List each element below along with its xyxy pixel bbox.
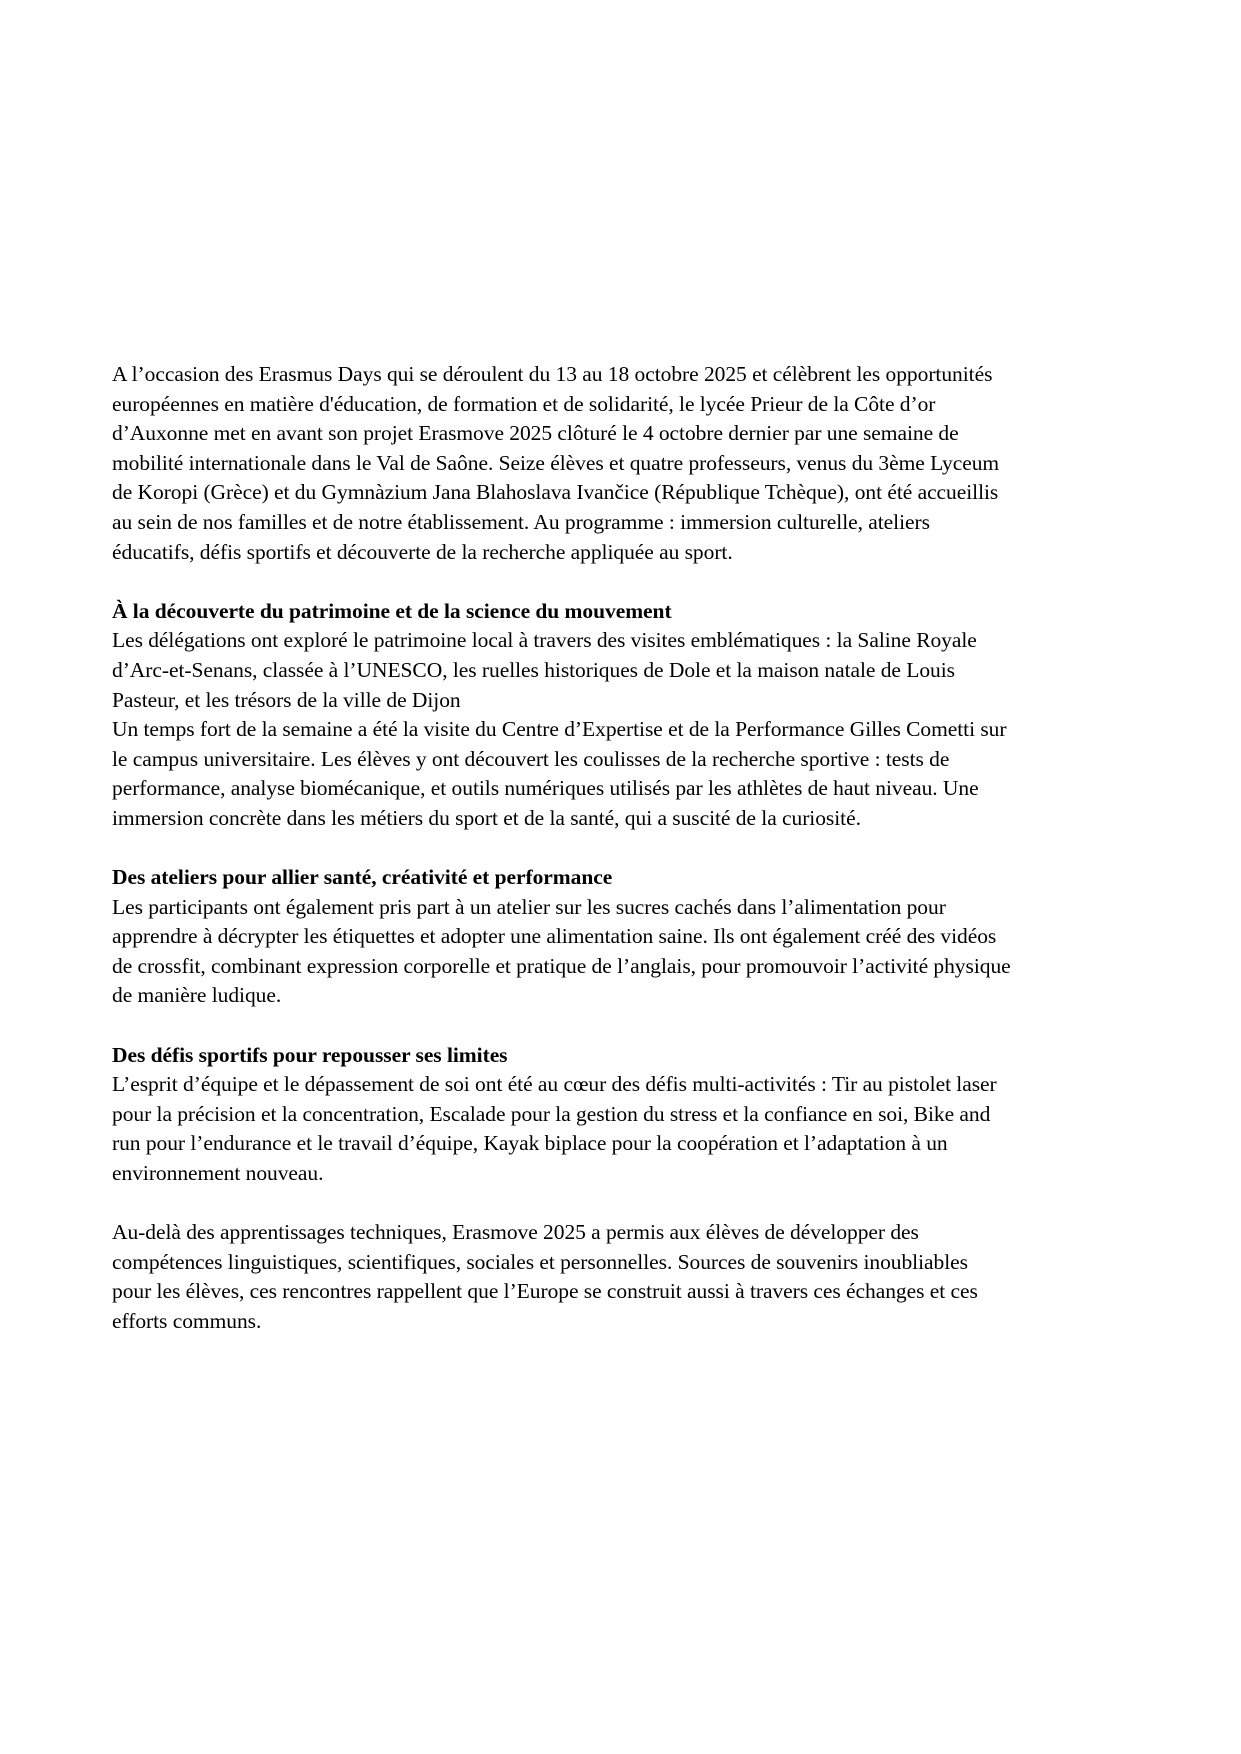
- paragraph-spacer: [112, 834, 1012, 864]
- paragraph-conclusion: Au-delà des apprentissages techniques, Erasmove 2025 a permis aux élèves de développer des compétences linguistiques, scientifiques, sociales et personnelles. Sources de souvenirs inoubliables pour les élèves, ces rencontres rappellent que l’Europe se construit aussi à travers ces échanges et ces efforts communs.: [112, 1220, 978, 1333]
- intro-paragraph: A l’occasion des Erasmus Days qui se déroulent du 13 au 18 octobre 2025 et célèbrent les opportunités européennes en matière d'éducation, de formation et de solidarité, le lycée Prieur de la Côte d’or d’Auxonne met en avant son projet Erasmove 2025 clôturé le 4 octobre dernier par une semaine de mobilité internationale dans le Val de Saône. Seize élèves et quatre professeurs, venus du 3ème Lyceum de Koropi (Grèce) et du Gymnàzium Jana Blahoslava Ivančice (République Tchèque), ont été accueillis au sein de nos familles et de notre établissement. Au programme : immersion culturelle, ateliers éducatifs, défis sportifs et découverte de la recherche appliquée au sport.: [112, 362, 1000, 564]
- paragraph-spacer: [112, 1011, 1012, 1041]
- paragraph-ateliers: Les participants ont également pris part à un atelier sur les sucres cachés dans l’alimentation pour apprendre à décrypter les étiquettes et adopter une alimentation saine. Ils ont également créé des vidéos de crossfit, combinant expression corporelle et pratique de l’anglais, pour promouvoir l’activité physique de manière ludique.: [112, 894, 1011, 1008]
- paragraph-spacer: [112, 567, 1012, 597]
- paragraph-cometti: Un temps fort de la semaine a été la visite du Centre d’Expertise et de la Performance Gilles Cometti sur le campus universitaire. Les élèves y ont découvert les coulisses de la recherche sportive : tests de performance, analyse biomécanique, et outils numériques utilisés par les athlètes de haut niveau. Une immersion concrète dans les métiers du sport et de la santé, qui a suscité de la curiosité.: [112, 717, 1007, 830]
- paragraph-defis: L’esprit d’équipe et le dépassement de soi ont été au cœur des défis multi-activités : Tir au pistolet laser pour la précision et la concentration, Escalade pour la gestion du stress et la confiance en soi, Bike and run pour l’endurance et le travail d’équipe, Kayak biplace pour la coopération et l’adaptation à un environnement nouveau.: [112, 1072, 997, 1186]
- document-body: [112, 360, 1012, 1337]
- heading-ateliers: Des ateliers pour allier santé, créativité et performance: [112, 865, 613, 890]
- paragraph-patrimoine: Les délégations ont exploré le patrimoine local à travers des visites emblématiques : la Saline Royale d’Arc-et-Senans, classée à l’UNESCO, les ruelles historiques de Dole et la maison natale de Louis Pasteur, et les trésors de la ville de Dijon: [112, 628, 977, 712]
- heading-defis: Des défis sportifs pour repousser ses limites: [112, 1042, 508, 1067]
- heading-patrimoine: À la découverte du patrimoine et de la science du mouvement: [112, 598, 672, 623]
- paragraph-spacer: [112, 1189, 1012, 1219]
